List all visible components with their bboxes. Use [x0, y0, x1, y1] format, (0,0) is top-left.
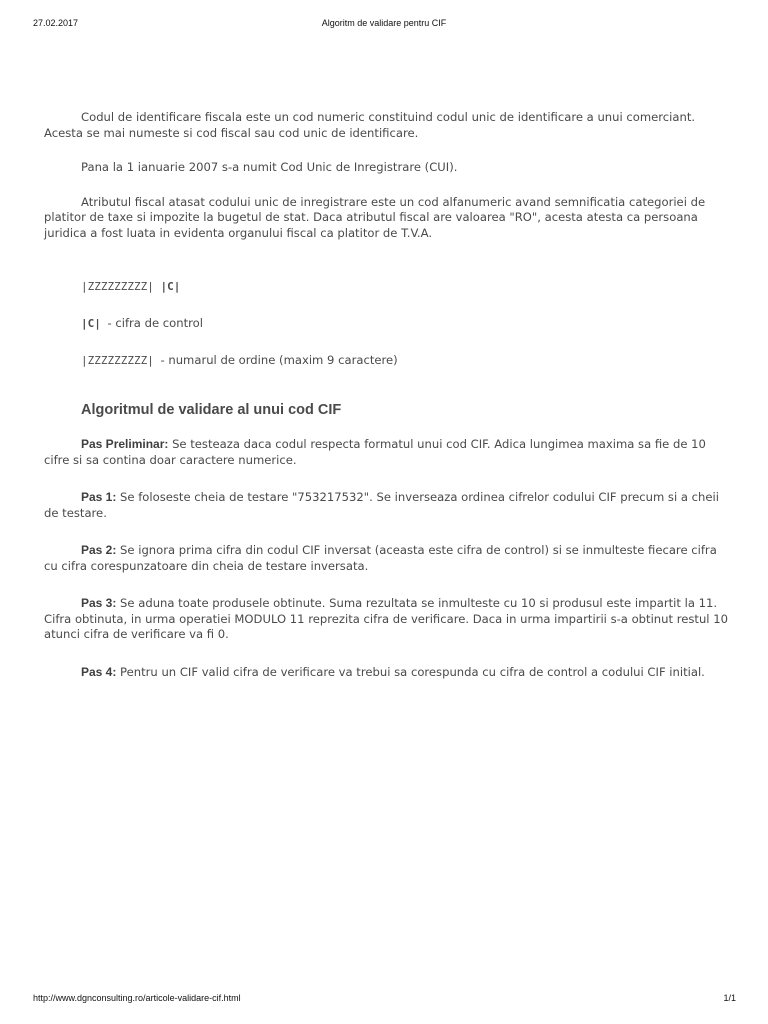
algorithm-heading: Algoritmul de validare al unui cod CIF: [81, 402, 342, 418]
step-2: [44, 543, 729, 574]
cif-format-pattern: [44, 279, 729, 294]
step-text: Se ignora prima cifra din codul CIF inversat (aceasta este cifra de control) si se inmulteste fiecare cifra cu cifra corespunzatoare din cheia de testare inversata.: [44, 543, 717, 573]
pattern-control: |C|: [160, 280, 181, 293]
print-title: Algoritm de validare pentru CIF: [321, 18, 447, 28]
step-text: Se aduna toate produsele obtinute. Suma rezultata se inmulteste cu 10 si produsul este impartit la 11. Cifra obtinuta, in urma operatiei MODULO 11 reprezita cifra de verificare. Daca in urma impartirii s-a obtinut restul 10 atunci cifra de verificare va fi 0.: [44, 596, 728, 641]
step-label: Pas Preliminar:: [81, 437, 169, 451]
pattern-digits: |ZZZZZZZZZ|: [81, 280, 154, 293]
step-label: Pas 3:: [81, 596, 117, 610]
order-code: |ZZZZZZZZZ|: [81, 354, 154, 367]
intro-paragraph-3: Atributul fiscal atasat codului unic de inregistrare este un cod alfanumeric avand semnificatia categoriei de platitor de taxe si impozite la bugetul de stat. Daca atributul fiscal are valoarea "RO", acesta atesta ca persoana juridica a fost luata in evidenta organului fiscal ca platitor de T.V.A.: [44, 194, 706, 240]
page-number: 1/1: [723, 993, 736, 1003]
control-digit-legend: [44, 316, 729, 331]
step-preliminary: [44, 437, 729, 468]
source-url: http://www.dgnconsulting.ro/articole-validare-cif.html: [33, 993, 241, 1003]
step-label: Pas 1:: [81, 490, 117, 504]
control-code: |C|: [81, 317, 101, 330]
intro-paragraph-1: Codul de identificare fiscala este un cod numeric constituind codul unic de identificare a unui comerciant. Acesta se mai numeste si cod fiscal sau cod unic de identificare.: [44, 110, 696, 140]
order-description: - numarul de ordine (maxim 9 caractere): [160, 353, 398, 367]
step-text: Pentru un CIF valid cifra de verificare va trebui sa corespunda cu cifra de control a codului CIF initial.: [120, 664, 705, 679]
step-label: Pas 4:: [81, 664, 117, 679]
article-body: [44, 110, 729, 680]
intro-paragraph-2: Pana la 1 ianuarie 2007 s-a numit Cod Unic de Inregistrare (CUI).: [81, 160, 458, 174]
step-1: [44, 490, 729, 521]
step-text: Se testeaza daca codul respecta formatul unui cod CIF. Adica lungimea maxima sa fie de 10 cifre si sa contina doar caractere numerice.: [44, 437, 706, 467]
print-date: 27.02.2017: [33, 18, 79, 28]
step-text: Se foloseste cheia de testare "753217532". Se inverseaza ordinea cifrelor codului CIF precum si a cheii de testare.: [44, 490, 719, 520]
step-4: [44, 665, 729, 681]
control-description: - cifra de control: [107, 316, 203, 330]
step-label: Pas 2:: [81, 543, 117, 557]
step-3: [44, 596, 729, 643]
order-number-legend: [44, 353, 729, 368]
